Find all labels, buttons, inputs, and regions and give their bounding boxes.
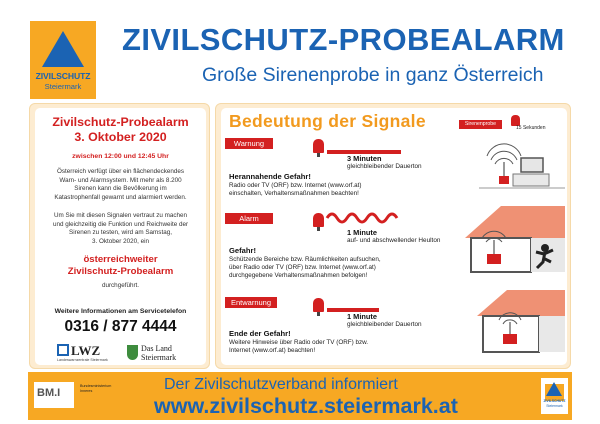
signal-description: gleichbleibender Dauerton <box>347 163 422 170</box>
signal-description: gleichbleibender Dauerton <box>347 321 422 328</box>
triangle-icon <box>42 31 84 67</box>
signal-duration: 3 Minuten <box>347 154 382 163</box>
signal-duration: 1 Minute <box>347 228 377 237</box>
alarm-title: Zivilschutz-Probealarm <box>52 115 189 129</box>
paragraph-1: Österreich verfügt über ein flächendeckendes Warn- und Alarmsystem. Mit mehr als 8.200 Sirenen kann die Bevölkerung im Katastrophenfall gewarnt und alarmiert werden. <box>54 168 187 201</box>
signal-tag-entwarnung: Entwarnung <box>225 297 277 308</box>
footer-zivilschutz-logo: ZIVILSCHUTZ Steiermark <box>541 378 568 414</box>
info-panel-inner <box>35 108 206 365</box>
footer-tagline: Der Zivilschutzverband informiert <box>164 376 398 393</box>
legend-tag: Sirenenprobe <box>459 120 502 129</box>
signal-description: auf- und abschwellender Heulton <box>347 237 441 244</box>
house-radio-illustration <box>479 132 565 196</box>
siren-icon <box>313 213 324 227</box>
signal-duration: 1 Minute <box>347 312 377 321</box>
signals-panel <box>215 103 571 369</box>
triangle-icon <box>546 382 562 396</box>
lwz-logo: LWZ Landeswarnzentrale Steiermark <box>57 343 108 362</box>
signal-tag-alarm: Alarm <box>225 213 273 224</box>
logo-line1: ZIVILSCHUTZ <box>35 71 91 81</box>
footer-banner <box>28 372 572 420</box>
house-alarm-illustration <box>461 198 565 276</box>
paragraph-2: Um Sie mit diesen Signalen vertraut zu machen und gleichzeitig die Funktion und Reichweite der Sirenen zu testen, wird am Samstag, 3. Oktober 2020, ein <box>52 212 189 245</box>
highlight-suffix: durchgeführt. <box>101 282 140 289</box>
page-subtitle: Große Sirenenprobe in ganz Österreich <box>202 64 544 86</box>
signal-heading: Gefahr! <box>229 246 257 255</box>
bmi-caption: Bundesministerium Inneres <box>80 384 112 393</box>
lwz-mark-icon <box>57 344 69 356</box>
crest-icon <box>127 345 138 360</box>
signal-wave-rising-falling <box>325 210 403 226</box>
siren-icon <box>313 298 324 312</box>
signals-panel-inner <box>221 108 567 365</box>
info-panel <box>29 103 210 369</box>
alarm-time: zwischen 12:00 und 12:45 Uhr <box>72 153 169 160</box>
siren-icon <box>313 139 324 153</box>
bmi-logo: BM.I <box>34 382 74 408</box>
signals-title: Bedeutung der Signale <box>229 111 426 131</box>
service-label: Weitere Informationen am Servicetelefon <box>54 308 187 315</box>
page-title: ZIVILSCHUTZ-PROBEALARM <box>122 22 565 57</box>
footer-website-link[interactable]: www.zivilschutz.steiermark.at <box>154 394 458 418</box>
zivilschutz-logo <box>30 21 96 99</box>
service-phone: 0316 / 877 4444 <box>64 318 177 335</box>
signal-instructions: Radio oder TV (ORF) bzw. Internet (www.orf.at) einschalten, Verhaltensmaßnahmen beachten! <box>229 182 362 198</box>
logo-line2: Steiermark <box>44 82 82 91</box>
signal-tag-warnung: Warnung <box>225 138 273 149</box>
house-allclear-illustration <box>473 284 565 358</box>
signal-instructions: Weitere Hinweise über Radio oder TV (ORF) bzw. Internet (www.orf.at) beachten! <box>229 339 369 355</box>
signal-heading: Ende der Gefahr! <box>229 329 291 338</box>
alarm-date: 3. Oktober 2020 <box>74 130 167 144</box>
signal-instructions: Schützende Bereiche bzw. Räumlichkeiten aufsuchen, über Radio oder TV (ORF) bzw. Internet (www.orf.at) durchgegebene Verhaltensmaßnahmen befolgen! <box>229 256 381 280</box>
land-steiermark-logo: Das Land Steiermark <box>127 344 191 364</box>
signal-heading: Herannahende Gefahr! <box>229 172 311 181</box>
highlight-line2: Zivilschutz-Probealarm <box>67 266 174 277</box>
highlight-line1: österreichweiter <box>83 254 158 265</box>
legend-duration: 15 Sekunden <box>516 125 546 131</box>
